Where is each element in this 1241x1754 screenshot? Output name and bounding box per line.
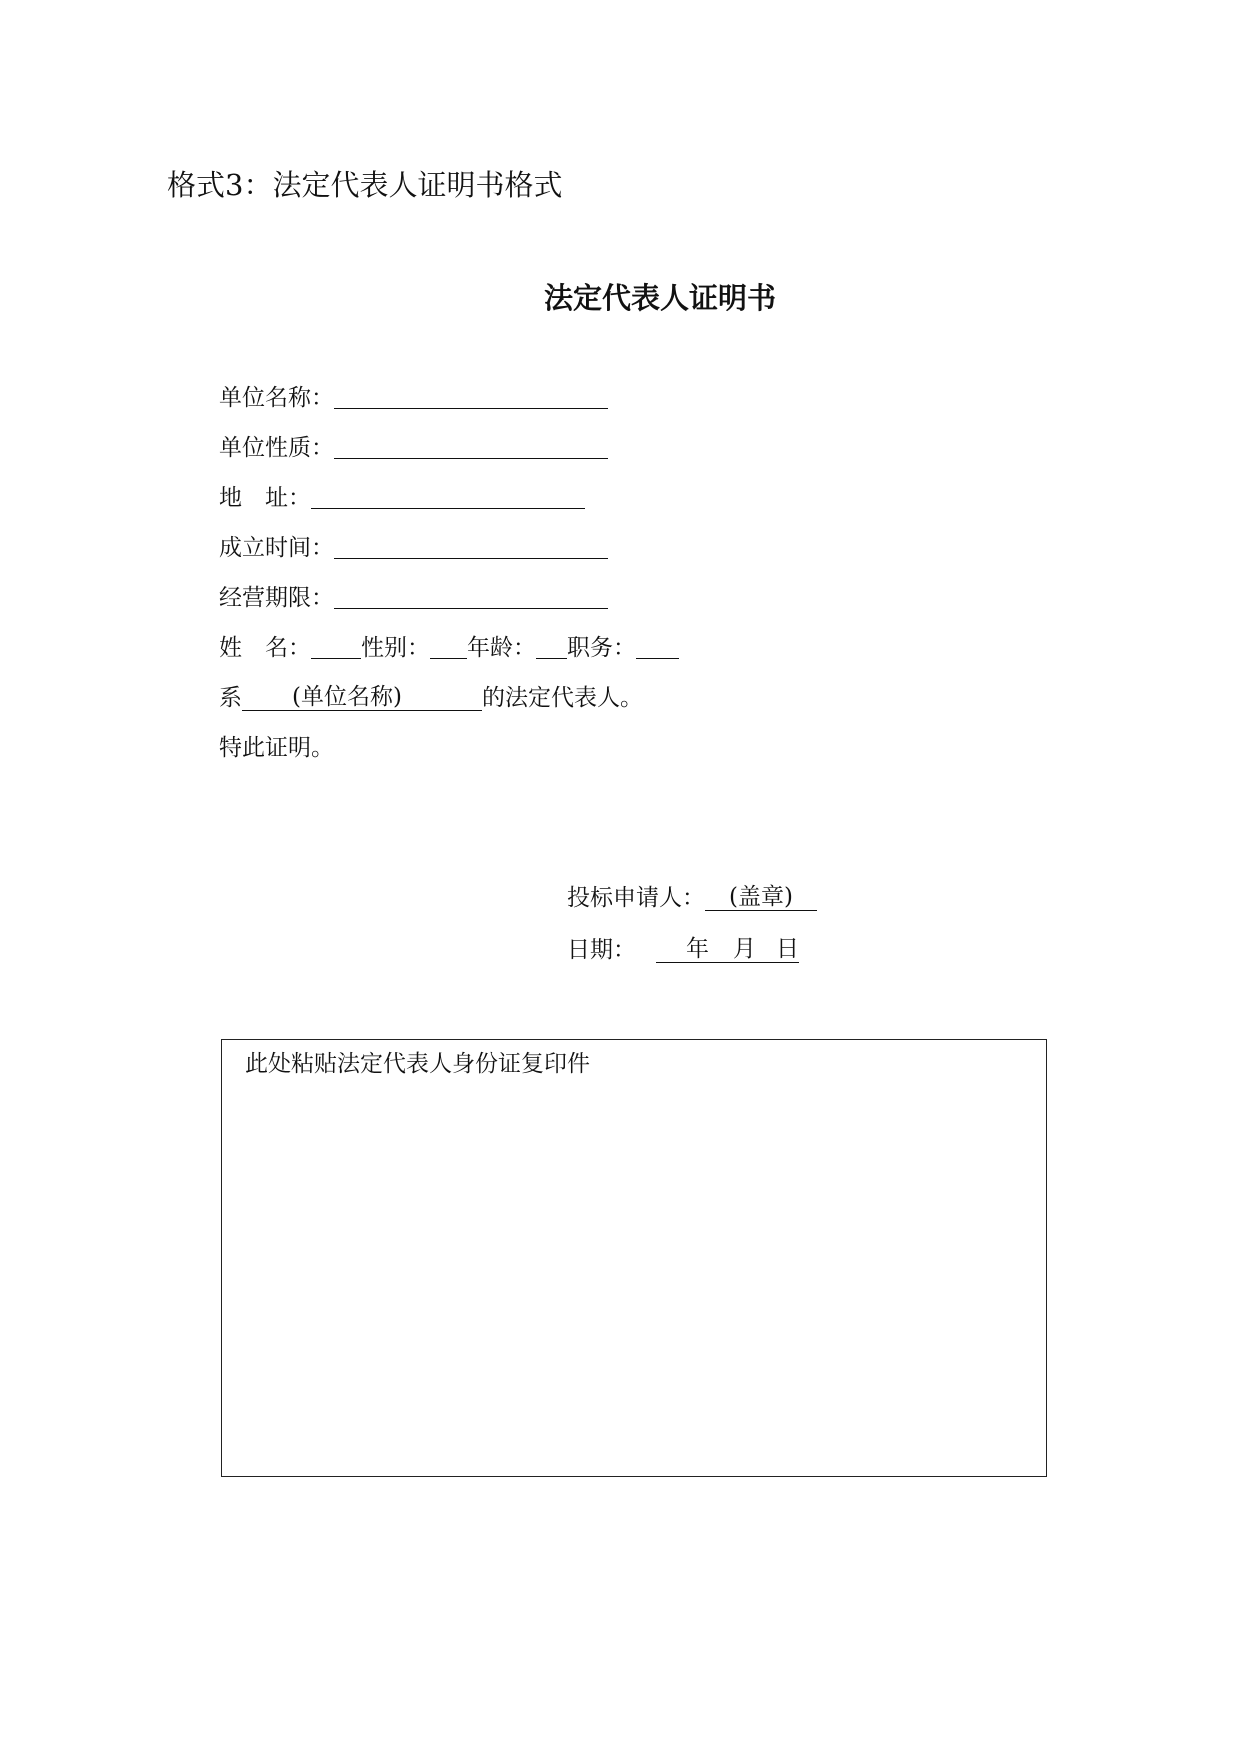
personal-info-row [219, 633, 679, 663]
unit-name-row [219, 383, 608, 413]
unit-name-placeholder[interactable]: (单位名称) [242, 684, 482, 711]
id-copy-box [221, 1039, 1047, 1477]
address-blank[interactable] [311, 486, 585, 509]
applicant-label: 投标申请人： [567, 885, 705, 911]
address-row [219, 483, 585, 513]
age-blank[interactable] [536, 636, 567, 659]
seal-field[interactable]: (盖章) [705, 884, 817, 911]
date-label: 日期： [567, 937, 636, 963]
unit-name-blank[interactable] [334, 386, 608, 409]
gender-label: 性别： [361, 635, 430, 661]
relation-prefix: 系 [219, 685, 242, 711]
date-row [567, 935, 799, 965]
document-title: 法定代表人证明书 [543, 281, 776, 315]
operation-period-label: 经营期限： [219, 585, 334, 611]
operation-period-blank[interactable] [334, 586, 608, 609]
established-label: 成立时间： [219, 535, 334, 561]
relation-suffix: 的法定代表人。 [481, 685, 643, 711]
format-heading: 格式3：法定代表人证明书格式 [167, 168, 563, 202]
date-field[interactable] [656, 936, 799, 963]
day-label: 日 [776, 936, 799, 962]
position-label: 职务： [567, 635, 636, 661]
established-blank[interactable] [334, 536, 608, 559]
certify-row [219, 733, 334, 763]
certify-text: 特此证明。 [219, 735, 334, 761]
unit-nature-blank[interactable] [334, 436, 608, 459]
name-blank[interactable] [311, 636, 361, 659]
age-label: 年龄： [467, 635, 536, 661]
address-label: 地 址： [219, 485, 311, 511]
position-blank[interactable] [636, 636, 679, 659]
year-label: 年 [686, 936, 709, 962]
id-copy-caption: 此处粘贴法定代表人身份证复印件 [245, 1051, 590, 1077]
month-label: 月 [733, 936, 756, 962]
gender-blank[interactable] [430, 636, 467, 659]
unit-nature-row [219, 433, 608, 463]
unit-nature-label: 单位性质： [219, 435, 334, 461]
name-label: 姓 名： [219, 635, 311, 661]
applicant-row [567, 883, 817, 913]
relation-row [219, 683, 643, 713]
operation-period-row [219, 583, 608, 613]
established-row [219, 533, 608, 563]
unit-name-label: 单位名称： [219, 385, 334, 411]
